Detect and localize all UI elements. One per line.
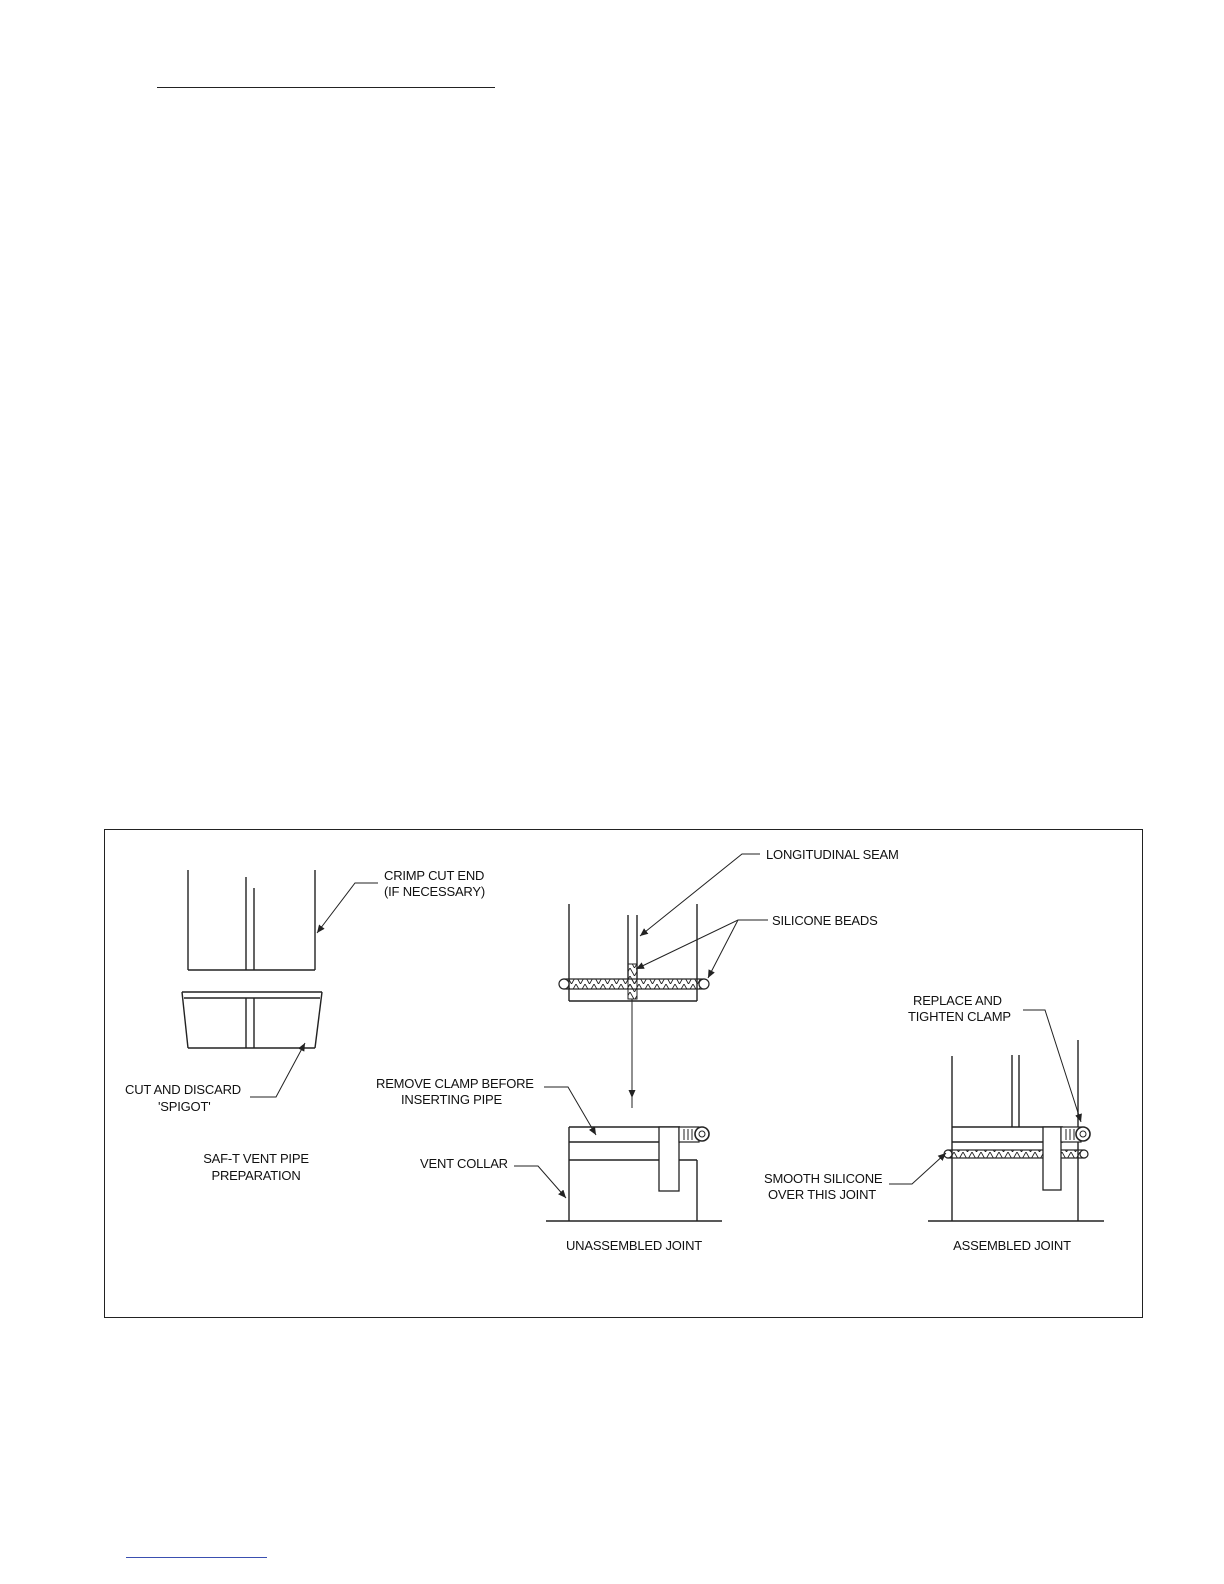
- silicone-bead-leader-seam: [636, 920, 768, 969]
- pipe-preparation-drawing: [182, 870, 378, 1097]
- crimp-cut-end-label: CRIMP CUT END: [384, 868, 485, 883]
- smoothed-silicone-band: [948, 1150, 1084, 1158]
- crimp-cut-end-label-line2: (IF NECESSARY): [384, 884, 485, 899]
- pipe-with-silicone: [559, 904, 709, 1001]
- remove-clamp-leader: [544, 1087, 596, 1135]
- cut-and-discard-label-line2: 'SPIGOT': [158, 1099, 211, 1114]
- cut-and-discard-leader: [250, 1043, 305, 1097]
- silicone-beads-label: SILICONE BEADS: [772, 913, 878, 928]
- preparation-title: SAF-T VENT PIPE: [203, 1151, 309, 1166]
- longitudinal-seam-leader: [640, 854, 760, 936]
- assembled-clamp-screw: [1061, 1127, 1090, 1142]
- replace-clamp-leader: [1023, 1010, 1081, 1122]
- cut-and-discard-label: CUT AND DISCARD: [125, 1082, 241, 1097]
- remove-clamp-label-line2: INSERTING PIPE: [401, 1092, 502, 1107]
- spigot-piece: [182, 992, 322, 1048]
- unassembled-joint-drawing: [514, 854, 768, 1221]
- smooth-silicone-label-line2: OVER THIS JOINT: [768, 1187, 876, 1202]
- assembled-collar-tab: [1043, 1127, 1061, 1190]
- preparation-title-line2: PREPARATION: [211, 1168, 301, 1183]
- longitudinal-seam-label: LONGITUDINAL SEAM: [766, 847, 899, 862]
- clamp-screw: [679, 1127, 709, 1142]
- vent-collar: [546, 1127, 722, 1221]
- smooth-silicone-label: SMOOTH SILICONE: [764, 1171, 883, 1186]
- silicone-bead-leader-band: [708, 920, 738, 978]
- assembled-joint-drawing: [889, 1010, 1104, 1221]
- vent-collar-leader: [514, 1166, 566, 1198]
- unassembled-joint-title: UNASSEMBLED JOINT: [565, 1238, 703, 1253]
- pipe-upper-section: [188, 870, 315, 970]
- collar-tab: [659, 1127, 679, 1191]
- vent-collar-label: VENT COLLAR: [420, 1156, 508, 1171]
- remove-clamp-label: REMOVE CLAMP BEFORE: [376, 1076, 534, 1091]
- assembled-joint-title: ASSEMBLED JOINT: [953, 1238, 1071, 1253]
- seam-silicone: [628, 964, 637, 999]
- replace-clamp-label: REPLACE AND: [913, 993, 1002, 1008]
- replace-clamp-label-line2: TIGHTEN CLAMP: [908, 1009, 1011, 1024]
- crimp-cut-end-leader: [317, 883, 378, 933]
- footer-link-rule: [126, 1557, 267, 1558]
- smooth-silicone-leader: [889, 1153, 946, 1184]
